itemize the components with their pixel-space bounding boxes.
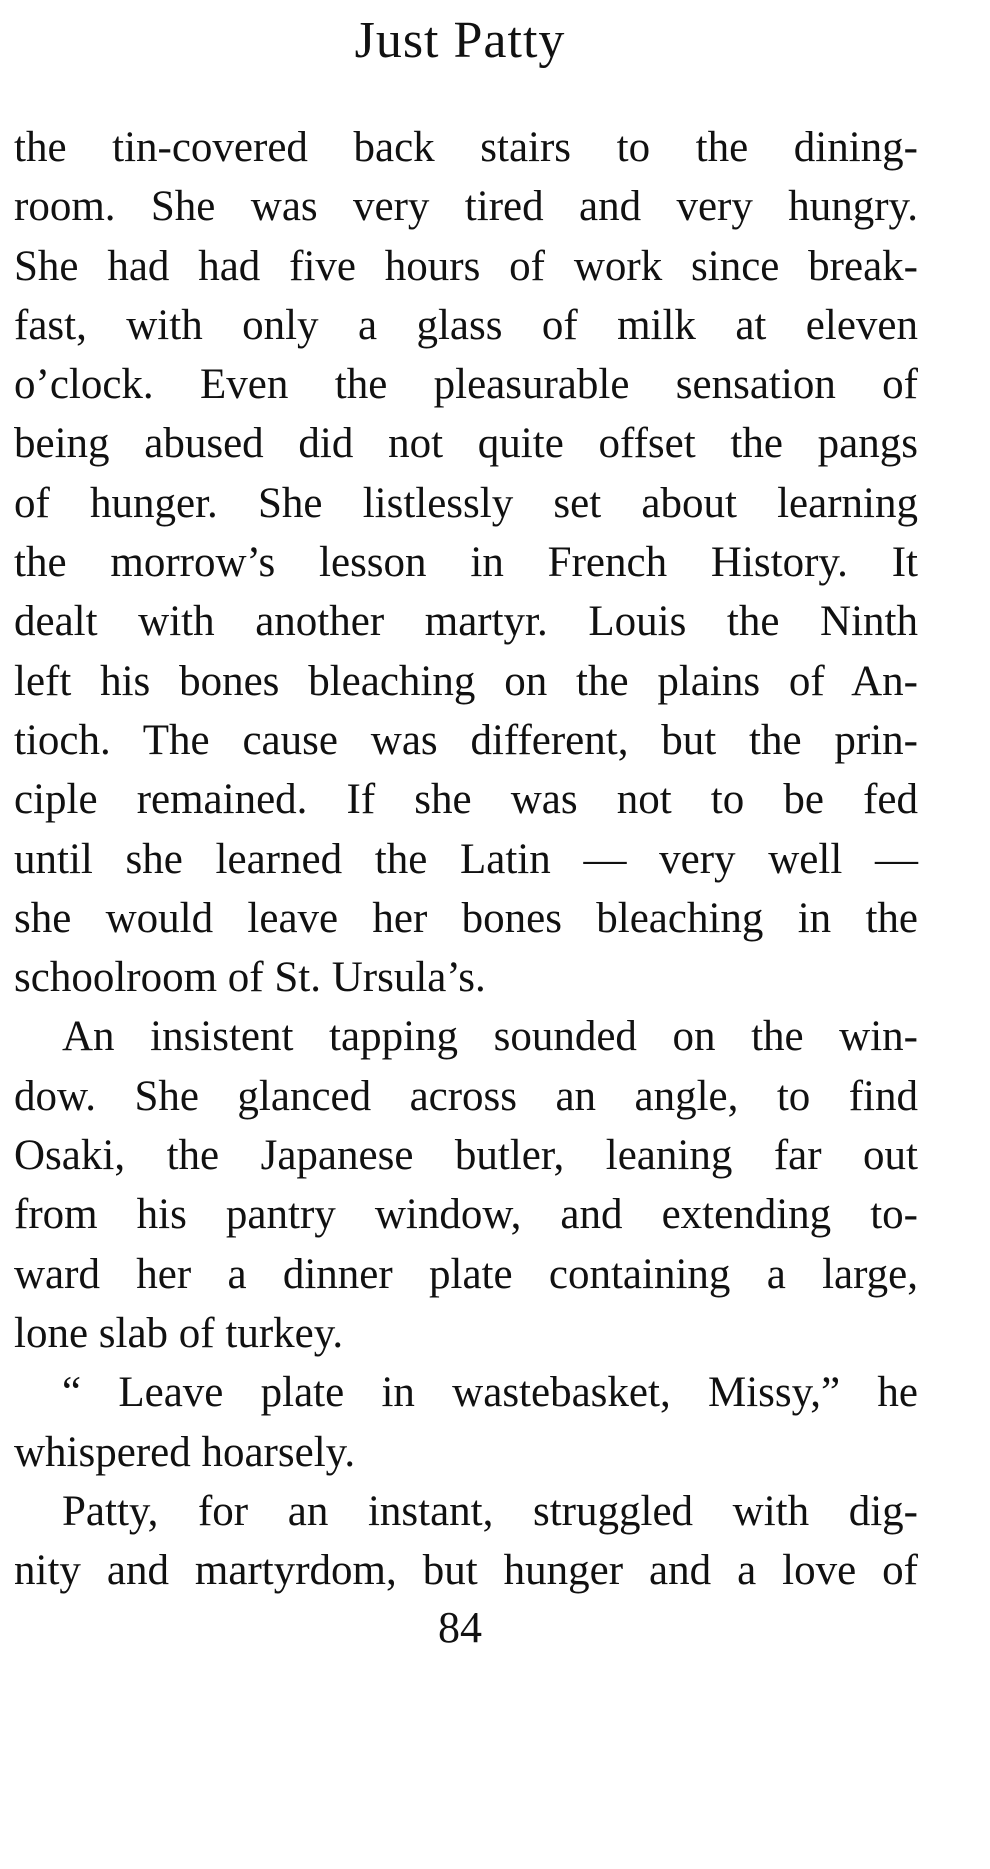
text-line: o’clock. Even the pleasurable sensation of bbox=[14, 361, 918, 409]
text-line: dow. She glanced across an angle, to find bbox=[14, 1072, 918, 1120]
text-line: nity and martyrdom, but hunger and a love of bbox=[14, 1547, 918, 1595]
text-line: the tin-covered back stairs to the dining- bbox=[14, 124, 918, 171]
text-line: left his bones bleaching on the plains of An- bbox=[14, 657, 918, 705]
text-line: She had had five hours of work since break- bbox=[14, 242, 918, 290]
running-head: Just Patty bbox=[354, 12, 566, 69]
body-text bbox=[14, 118, 918, 1600]
text-line: from his pantry window, and extending to- bbox=[14, 1191, 918, 1239]
text-line: “ Leave plate in wastebasket, Missy,” he bbox=[62, 1369, 918, 1417]
text-line: ward her a dinner plate containing a large, bbox=[14, 1250, 918, 1298]
page-number: 84 bbox=[438, 1603, 482, 1652]
text-line: she would leave her bones bleaching in the bbox=[14, 894, 918, 942]
text-line: Osaki, the Japanese butler, leaning far out bbox=[14, 1132, 918, 1180]
text-line: the morrow’s lesson in French History. It bbox=[14, 539, 918, 587]
text-line: until she learned the Latin — very well — bbox=[14, 835, 918, 883]
text-line: tioch. The cause was different, but the prin- bbox=[14, 716, 918, 764]
text-line: whispered hoarsely. bbox=[14, 1428, 356, 1476]
text-line: dealt with another martyr. Louis the Ninth bbox=[14, 598, 918, 646]
text-line: An insistent tapping sounded on the win- bbox=[62, 1013, 918, 1061]
text-line: room. She was very tired and very hungry. bbox=[14, 183, 918, 231]
text-line: schoolroom of St. Ursula’s. bbox=[14, 954, 486, 1002]
text-line: ciple remained. If she was not to be fed bbox=[14, 776, 918, 824]
text-line: lone slab of turkey. bbox=[14, 1309, 344, 1357]
text-line: being abused did not quite offset the pangs bbox=[14, 420, 918, 468]
text-line: fast, with only a glass of milk at eleven bbox=[14, 301, 918, 349]
text-line: Patty, for an instant, struggled with dig- bbox=[62, 1487, 918, 1535]
text-line: of hunger. She listlessly set about learning bbox=[14, 479, 918, 527]
